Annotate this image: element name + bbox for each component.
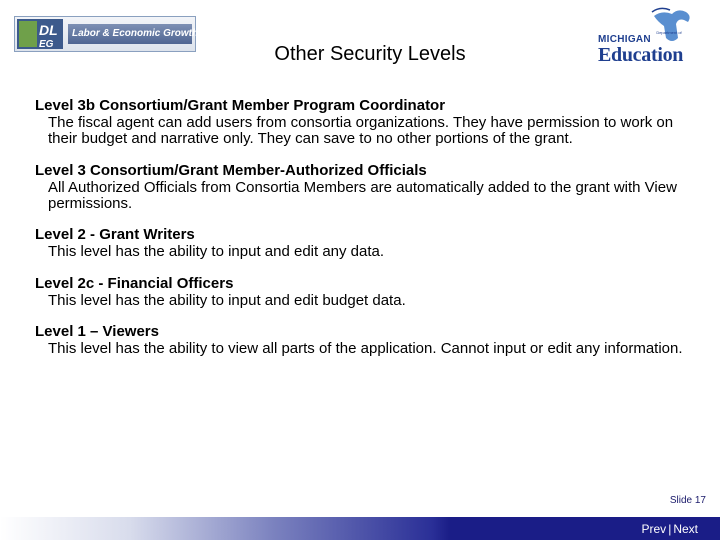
section-heading: Level 1 – Viewers [35,323,159,340]
slide-number: Slide 17 [669,495,706,506]
section-body: This level has the ability to view all parts of the application. Cannot input or edit any information. [48,340,683,357]
section-level-3 [35,162,705,212]
section-heading: Level 2c - Financial Officers [35,274,234,292]
page-title: Other Security Levels [274,43,466,65]
svg-text:DL: DL [39,22,58,38]
section-heading: Level 2 - Grant Writers [35,226,195,243]
section-body: The fiscal agent can add users from consortia organizations. They have permission to work on their budget and narrative only. They can save to no other portions of the grant. [48,114,674,147]
section-level-2c [35,275,705,309]
mde-logo-michigan: MICHIGAN [598,34,651,45]
prev-link[interactable]: Prev [641,522,667,536]
footer-nav [453,517,720,540]
svg-text:EG: EG [39,39,54,49]
dleg-logo-text: Labor & Economic Growth [68,24,192,44]
section-body: All Authorized Officials from Consortia Members are automatically added to the grant with View permissions. [48,178,677,212]
section-body: This level has the ability to input and edit any data. [48,243,385,260]
michigan-map-icon [648,6,694,44]
mde-logo-education: Education [598,44,684,66]
section-level-2 [35,226,705,260]
content-list [35,97,705,372]
nav-links [642,522,699,536]
mde-logo-dept: Department of [656,30,682,35]
section-heading: Level 3 Consortium/Grant Member-Authorized Officials [35,161,427,179]
next-link[interactable]: Next [673,522,698,536]
section-level-3b [35,97,705,147]
section-heading: Level 3b Consortium/Grant Member Program Coordinator [35,97,446,114]
section-body: This level has the ability to input and edit budget data. [48,291,406,309]
section-level-1 [35,323,705,357]
nav-separator: | [668,522,672,536]
